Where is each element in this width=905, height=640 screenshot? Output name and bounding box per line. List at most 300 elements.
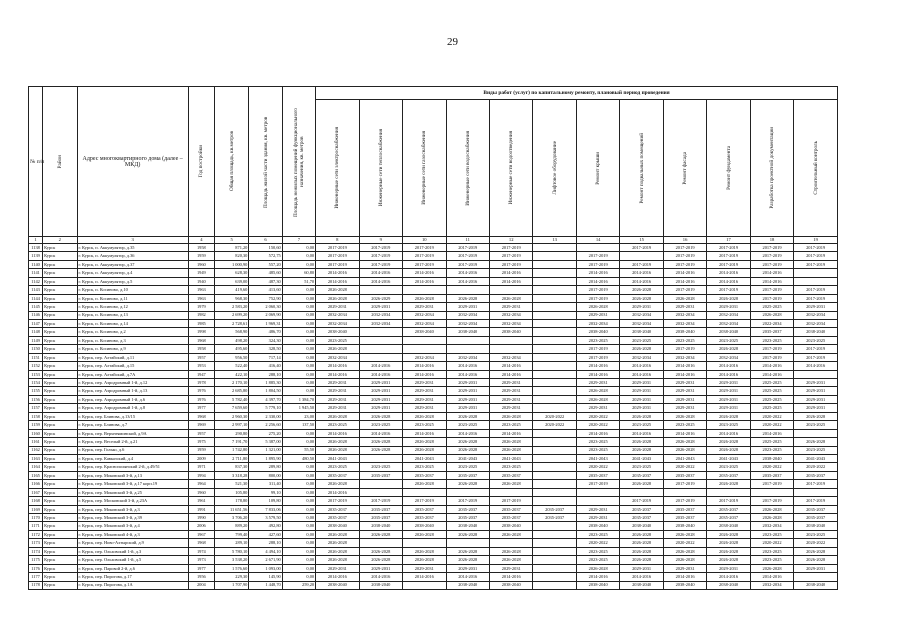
table-cell: 1176 (29, 564, 43, 572)
table-cell: 1969 (188, 421, 214, 429)
table-cell: г. Курск, пер. Блинова, д.7 (77, 421, 188, 429)
table-cell: Курск (43, 303, 77, 311)
table-cell: 2032-2034 (663, 311, 706, 319)
table-cell: 1142 (29, 277, 43, 285)
table-cell: 2023-2025 (576, 556, 619, 564)
table-cell: 1961 (188, 497, 214, 505)
table-cell: 1175 (29, 556, 43, 564)
table-cell: 2026-2028 (316, 294, 359, 302)
table-cell: 2014-2016 (576, 370, 619, 378)
table-cell (533, 353, 576, 361)
table-cell: 2035-2037 (316, 514, 359, 522)
table-cell: 1166 (29, 480, 43, 488)
table-cell: 2029-2031 (707, 404, 750, 412)
table-cell: 2026-2028 (446, 547, 489, 555)
table-cell: 1173 (29, 539, 43, 547)
table-cell: 2014-2016 (316, 362, 359, 370)
table-cell: 2029-2031 (707, 303, 750, 311)
table-cell: 2032-2034 (359, 319, 402, 327)
table-cell: 2023-2025 (750, 446, 793, 454)
column-index-cell: 18 (750, 237, 793, 244)
table-cell: г. Курск, пер. Моковский 3-й, д.17 корп.19 (77, 480, 188, 488)
table-cell (489, 539, 532, 547)
table-cell: 7 191,70 (215, 438, 249, 446)
table-cell: 2026-2028 (750, 505, 793, 513)
table-row (29, 438, 838, 446)
table-cell: г. Курск, п. Косиново, д.14 (77, 319, 188, 327)
table-cell: 2032-2034 (663, 319, 706, 327)
table-cell: 1959 (188, 252, 214, 260)
table-cell: 1968 (188, 412, 214, 420)
table-cell (359, 454, 402, 462)
table-cell: 0,00 (282, 564, 315, 572)
table-cell: 275,20 (249, 429, 282, 437)
table-cell: 1975 (188, 438, 214, 446)
table-cell: 2041-2043 (620, 454, 663, 462)
table-cell: 0,00 (282, 294, 315, 302)
table-cell: 2026-2028 (620, 345, 663, 353)
table-cell: 2029-2031 (794, 395, 838, 403)
table-cell: 5 387,00 (249, 438, 282, 446)
table-cell (533, 471, 576, 479)
table-cell: 2017-2019 (707, 286, 750, 294)
table-cell: Курск (43, 480, 77, 488)
table-cell: 422,10 (215, 370, 249, 378)
table-cell: Курск (43, 497, 77, 505)
table-cell: 2026-2028 (446, 294, 489, 302)
table-cell: 1964 (188, 480, 214, 488)
table-row (29, 429, 838, 437)
table-cell: 2026-2028 (359, 438, 402, 446)
table-cell: 2023-2025 (576, 446, 619, 454)
table-cell: 1953 (188, 362, 214, 370)
table-cell: 2017-2019 (663, 260, 706, 268)
table-cell: 1165 (29, 471, 43, 479)
table-cell (620, 488, 663, 496)
table-cell (533, 345, 576, 353)
table-cell (533, 556, 576, 564)
table-cell: 2020-2022 (750, 421, 793, 429)
table-cell: 2029-2031 (794, 379, 838, 387)
table-cell: г. Курск, пер. Голько, д.6 (77, 446, 188, 454)
table-cell: 2014-2016 (750, 429, 793, 437)
column-index-cell: 10 (403, 237, 446, 244)
table-cell: Курск (43, 252, 77, 260)
table-cell: 2035-2037 (359, 514, 402, 522)
table-cell: 0,00 (282, 370, 315, 378)
table-cell: 0,00 (282, 379, 315, 387)
table-cell: 2035-2037 (489, 505, 532, 513)
table-cell: Курск (43, 463, 77, 471)
table-cell: 1 707,90 (215, 581, 249, 589)
table-cell: 2020-2022 (750, 412, 793, 420)
table-cell: 2026-2028 (620, 530, 663, 538)
header-work: Строительный контроль (794, 100, 838, 237)
capital-repair-table (28, 86, 838, 590)
table-row (29, 547, 838, 555)
table-cell: 2026-2028 (750, 311, 793, 319)
table-cell: 2038-2040 (316, 328, 359, 336)
table-cell: Курск (43, 395, 77, 403)
table-cell: 2026-2028 (750, 514, 793, 522)
table-cell: г. Курск, п. Косиново, д.2 (77, 328, 188, 336)
table-cell: 2035-2037 (489, 471, 532, 479)
table-cell: 557,20 (249, 260, 282, 268)
table-cell: 0,00 (282, 328, 315, 336)
table-cell: 2032-2034 (359, 311, 402, 319)
table-cell: 2023-2025 (663, 421, 706, 429)
table-cell: 2032-2034 (750, 522, 793, 530)
table-cell: г. Курск, пер. Кавказский, д.4 (77, 454, 188, 462)
table-cell: 2026-2028 (707, 438, 750, 446)
table-cell: 2038-2040 (707, 328, 750, 336)
table-cell: 2017-2019 (489, 244, 532, 252)
table-row (29, 294, 838, 302)
table-cell: 2029-2031 (316, 564, 359, 572)
table-cell: 1982 (188, 311, 214, 319)
table-cell: 2017-2019 (316, 260, 359, 268)
table-row (29, 421, 838, 429)
table-cell: 2029-2031 (576, 379, 619, 387)
table-cell: г. Курск, п. Косиново, д.3 (77, 336, 188, 344)
table-cell: 2014-2016 (750, 573, 793, 581)
table-cell: 2038-2040 (316, 581, 359, 589)
table-cell: 2014-2016 (359, 370, 402, 378)
table-cell: 1162 (29, 446, 43, 454)
table-cell: 2014-2016 (620, 362, 663, 370)
table-cell: 2029-2031 (446, 379, 489, 387)
table-cell: 2026-2028 (794, 412, 838, 420)
table-cell: 2026-2028 (403, 438, 446, 446)
table-cell (533, 522, 576, 530)
table-cell: 2023-2025 (403, 421, 446, 429)
table-cell: 2017-2019 (576, 345, 619, 353)
table-cell: Курск (43, 412, 77, 420)
table-cell (489, 345, 532, 353)
table-row (29, 539, 838, 547)
table-cell: Курск (43, 362, 77, 370)
table-cell: 2014-2016 (707, 573, 750, 581)
table-cell: 2026-2028 (359, 547, 402, 555)
table-cell: 2022-2034 (750, 319, 793, 327)
table-cell: 2038-2040 (403, 328, 446, 336)
table-cell: Курск (43, 530, 77, 538)
table-cell: 2038-2040 (489, 581, 532, 589)
table-cell: 2026-2028 (316, 547, 359, 555)
table-cell: 2014-2016 (359, 573, 402, 581)
table-cell: 2017-2019 (794, 260, 838, 268)
table-cell: Курск (43, 269, 77, 277)
column-index-cell: 14 (576, 237, 619, 244)
table-row (29, 303, 838, 311)
table-cell: 2038-2040 (316, 522, 359, 530)
table-cell: 2029-2031 (576, 404, 619, 412)
table-cell: Курск (43, 294, 77, 302)
table-cell (446, 488, 489, 496)
table-cell: 2004 (188, 581, 214, 589)
table-cell: 2029-2031 (794, 564, 838, 572)
table-cell (533, 328, 576, 336)
table-cell: 2014-2016 (403, 429, 446, 437)
table-cell: 1 969,31 (249, 319, 282, 327)
table-cell: 2041-2043 (489, 454, 532, 462)
column-index-cell: 3 (77, 237, 188, 244)
table-cell: 5 780,10 (215, 547, 249, 555)
table-cell: г. Курск, пер. Моковский 4-й, д.3 (77, 530, 188, 538)
table-cell: 2035-2037 (533, 505, 576, 513)
table-cell: 413,60 (249, 286, 282, 294)
table-cell: 2017-2019 (794, 244, 838, 252)
table-cell: 2020-2022 (576, 412, 619, 420)
table-cell: 2029-2031 (489, 404, 532, 412)
table-cell: 2023-2025 (707, 336, 750, 344)
table-cell: 1 384,70 (282, 395, 315, 403)
table-cell: 2029-2031 (489, 564, 532, 572)
table-cell: 2017-2019 (794, 353, 838, 361)
table-cell: 2026-2028 (446, 530, 489, 538)
table-cell (533, 454, 576, 462)
table-row (29, 353, 838, 361)
table-cell (533, 573, 576, 581)
table-cell: 2026-2028 (359, 446, 402, 454)
table-cell: 2006 (188, 522, 214, 530)
table-cell (533, 497, 576, 505)
table-cell: 2017-2019 (750, 260, 793, 268)
header-address: Адрес многоквартирного дома (далее – МКД) (77, 87, 188, 237)
table-cell: 2029-2031 (663, 303, 706, 311)
table-cell: 2038-2040 (359, 522, 402, 530)
table-cell: 2014-2016 (403, 573, 446, 581)
table-cell (533, 429, 576, 437)
table-cell: 2038-2040 (576, 522, 619, 530)
table-row (29, 362, 838, 370)
table-cell: 2023-2025 (576, 547, 619, 555)
table-cell: 2035-2037 (620, 471, 663, 479)
table-row (29, 345, 838, 353)
table-row (29, 454, 838, 462)
table-cell: 2029-2031 (663, 387, 706, 395)
table-cell: 2017-2019 (489, 260, 532, 268)
table-cell: 427,60 (249, 530, 282, 538)
table-row (29, 471, 838, 479)
table-cell (533, 463, 576, 471)
table-cell: 2026-2028 (403, 480, 446, 488)
table-cell: 0,00 (282, 319, 315, 327)
table-cell: г. Курск, пер. Московский 3-й, д.23А (77, 497, 188, 505)
table-cell (359, 353, 402, 361)
table-cell (794, 488, 838, 496)
table-cell: 0,00 (282, 530, 315, 538)
table-cell: 2029-2031 (446, 303, 489, 311)
table-cell: 1167 (29, 488, 43, 496)
table-cell: 2014-2016 (620, 269, 663, 277)
table-cell: 2014-2016 (576, 269, 619, 277)
table-cell: 1956 (188, 573, 214, 581)
table-cell: 1940 (188, 277, 214, 285)
table-cell: г. Курск, пер. Аэродромный 1-й, д.12 (77, 379, 188, 387)
table-cell: Курск (43, 429, 77, 437)
table-cell: 2014-2016 (316, 488, 359, 496)
header-work: Инженерные сети теплоснабжения (359, 100, 402, 237)
table-cell: 837,30 (215, 463, 249, 471)
table-cell: 2035-2037 (446, 514, 489, 522)
table-cell: 145,90 (249, 573, 282, 581)
table-cell: 2017-2019 (750, 353, 793, 361)
table-cell: 2017-2019 (750, 480, 793, 488)
table-cell: 2025-2025 (750, 379, 793, 387)
column-index-cell: 17 (707, 237, 750, 244)
table-cell: г. Курск, п. Аккумулятор, д.36 (77, 252, 188, 260)
table-cell: Курск (43, 286, 77, 294)
table-row (29, 319, 838, 327)
table-cell: 0,00 (282, 556, 315, 564)
table-cell: 2029-2031 (489, 379, 532, 387)
table-cell: 2 069,90 (249, 311, 282, 319)
table-cell: 1149 (29, 336, 43, 344)
table-cell: 1143 (29, 286, 43, 294)
table-cell: 2014-2016 (620, 370, 663, 378)
table-cell: г. Курск, пер. Ольховский 1-й, д.5 (77, 556, 188, 564)
table-cell: 2020-2022 (663, 463, 706, 471)
header-work: Ремонт фундамента (707, 100, 750, 237)
table-cell: 1170 (29, 514, 43, 522)
table-cell: г. Курск, пер. Ольховский 1-й, д.3 (77, 547, 188, 555)
table-cell: 1156 (29, 395, 43, 403)
table-cell: 2026-2028 (316, 480, 359, 488)
table-cell: 2026-2028 (576, 395, 619, 403)
table-cell: 2026-2028 (663, 412, 706, 420)
table-cell: г. Курск, пер. Моковский 3-й, д.25 (77, 488, 188, 496)
table-cell: 2026-2028 (794, 438, 838, 446)
table-cell: 3 538,20 (215, 556, 249, 564)
table-cell: 7 659,60 (215, 404, 249, 412)
table-cell: 2029-2031 (316, 303, 359, 311)
table-cell: 2032-2034 (707, 319, 750, 327)
table-cell: г. Курск, пер. Веселый 2-й, д.21 (77, 438, 188, 446)
table-cell: 2038-2040 (620, 328, 663, 336)
table-cell: 2032-2034 (446, 353, 489, 361)
table-cell: 3 318,28 (215, 471, 249, 479)
table-cell (533, 387, 576, 395)
table-cell: 2017-2019 (750, 345, 793, 353)
table-row (29, 530, 838, 538)
table-cell: 2029-2031 (403, 395, 446, 403)
table-cell: Курск (43, 328, 77, 336)
header-work: Ремонт фасада (663, 100, 706, 237)
table-cell: 2029-2031 (359, 564, 402, 572)
table-cell: 2035-2037 (316, 505, 359, 513)
table-cell: 717,14 (249, 353, 282, 361)
table-cell: 799,40 (215, 530, 249, 538)
table-cell: 2029-2031 (359, 395, 402, 403)
table-cell: 2020-2022 (794, 463, 838, 471)
table-cell: 2014-2016 (316, 277, 359, 285)
table-cell: 2026-2028 (663, 556, 706, 564)
table-cell: 0,00 (282, 497, 315, 505)
table-cell: 0,00 (282, 463, 315, 471)
table-cell: 2014-2016 (446, 370, 489, 378)
table-cell: 2029-2031 (663, 404, 706, 412)
table-cell: г. Курск, п. Аккумулятор, д.5 (77, 277, 188, 285)
table-cell: 2029-2031 (620, 303, 663, 311)
table-cell: Курск (43, 522, 77, 530)
table-cell: 2041-2043 (794, 454, 838, 462)
table-cell: 2020-2022 (794, 539, 838, 547)
table-row (29, 252, 838, 260)
table-cell: Курск (43, 404, 77, 412)
table-cell: 2026-2028 (403, 530, 446, 538)
table-cell (794, 573, 838, 581)
table-cell: 2029-2031 (663, 379, 706, 387)
table-cell: 2023-2025 (794, 336, 838, 344)
table-cell: 2041-2043 (316, 454, 359, 462)
table-cell: 2026-2028 (489, 480, 532, 488)
table-row (29, 522, 838, 530)
table-cell: 1146 (29, 311, 43, 319)
table-cell: 1979 (188, 303, 214, 311)
table-cell: 0,00 (282, 244, 315, 252)
table-cell: 2017-2019 (446, 497, 489, 505)
table-cell: 5 779,10 (249, 404, 282, 412)
table-cell: 2017-2019 (489, 252, 532, 260)
table-cell: г. Курск, п. Косиново, д.13 (77, 311, 188, 319)
table-cell: 1991 (188, 505, 214, 513)
table-cell (533, 252, 576, 260)
table-cell: 2014-2016 (446, 269, 489, 277)
table-cell: 1998 (188, 328, 214, 336)
table-cell (533, 303, 576, 311)
table-cell: 2017-2019 (316, 497, 359, 505)
table-cell: Курск (43, 260, 77, 268)
table-row (29, 480, 838, 488)
table-cell: 2032-2034 (403, 311, 446, 319)
table-cell: 2035-2037 (316, 471, 359, 479)
table-cell: 2026-2028 (794, 547, 838, 555)
table-cell (359, 286, 402, 294)
table-cell: 2029-2031 (489, 395, 532, 403)
table-row (29, 336, 838, 344)
table-cell: 1 804,50 (249, 387, 282, 395)
table-cell: 2014-2016 (446, 277, 489, 285)
table-cell (533, 438, 576, 446)
column-index-cell: 1 (29, 237, 43, 244)
table-cell: 2032-2034 (446, 311, 489, 319)
table-cell: 2026-2028 (316, 286, 359, 294)
table-row (29, 244, 838, 252)
table-cell: 0,00 (282, 362, 315, 370)
table-cell: г. Курск, пер. Алтайский, д.15 (77, 362, 188, 370)
table-cell: 1958 (188, 244, 214, 252)
table-cell: 2035-2037 (794, 471, 838, 479)
table-cell: Курск (43, 319, 77, 327)
table-cell (403, 336, 446, 344)
table-cell: г. Курск, пер. Верхнеяминский, д.9А (77, 429, 188, 437)
table-cell: 2026-2028 (403, 556, 446, 564)
table-cell: 2032-2034 (576, 319, 619, 327)
table-cell: 2017-2019 (620, 497, 663, 505)
header-year: Год постройки (188, 87, 214, 237)
table-cell (446, 345, 489, 353)
table-cell: 2032-2034 (794, 319, 838, 327)
table-cell: 522,40 (215, 362, 249, 370)
table-cell (403, 539, 446, 547)
table-cell: Курск (43, 244, 77, 252)
table-cell: 2017-2019 (663, 480, 706, 488)
table-cell (750, 488, 793, 496)
table-cell: 800,00 (249, 471, 282, 479)
table-cell: 2038-2040 (750, 454, 793, 462)
table-cell: 1971 (188, 463, 214, 471)
